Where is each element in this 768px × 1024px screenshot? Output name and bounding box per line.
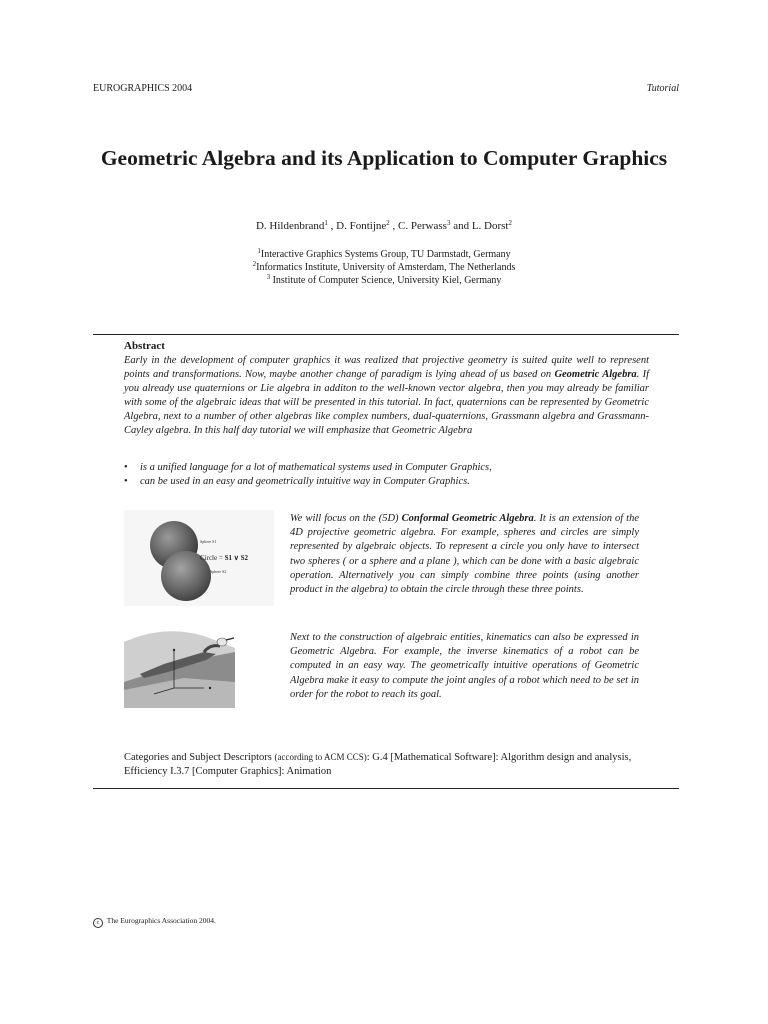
conformal-ga-paragraph xyxy=(290,512,639,597)
bullet-text: can be used in an easy and geometrically intuitive way in Computer Graphics. xyxy=(140,476,470,487)
affiliation-text: Institute of Computer Science, University Kiel, Germany xyxy=(270,275,502,286)
abstract-heading: Abstract xyxy=(124,340,165,352)
kinematics-paragraph: Next to the construction of algebraic entities, kinematics can also be expressed in Geometric Algebra. For example, the inverse kinematics of a robot can be computed in an easy way. The geometrically intuitive operations of Geometric Algebra make it easy to compute the joint angles of a robot which need to be set in order for the robot to reach its goal. xyxy=(290,632,639,700)
abstract-bullets xyxy=(124,461,649,489)
affiliation xyxy=(0,274,768,287)
copyright-icon: c xyxy=(93,918,103,928)
acm-categories xyxy=(124,750,654,779)
author-name: D. Hildenbrand xyxy=(255,220,325,232)
copyright-notice xyxy=(93,916,216,928)
bottom-rule xyxy=(93,788,679,789)
author-affil-mark: 1 xyxy=(324,219,328,227)
author-separator: , xyxy=(389,220,399,232)
bullet-item xyxy=(124,461,649,475)
spheres-intersection-figure xyxy=(124,510,274,606)
affiliation xyxy=(0,261,768,274)
affiliation-text: Interactive Graphics Systems Group, TU Darmstadt, Germany xyxy=(260,249,511,260)
top-rule xyxy=(93,334,679,335)
running-header-type: Tutorial xyxy=(646,83,679,94)
author-affil-mark: 2 xyxy=(386,219,390,227)
abstract-emphasis: Geometric Algebra xyxy=(554,369,637,380)
affiliation-text: Informatics Institute, University of Amsterdam, The Netherlands xyxy=(256,262,516,273)
author-list xyxy=(0,220,768,232)
abstract-text xyxy=(124,354,649,438)
author-separator: and xyxy=(450,220,472,232)
affiliations xyxy=(0,248,768,287)
abstract-part: Early in the development of computer graphics it was realized that projective geometry is suited quite well to represent points and transformations. Now, maybe another change of paradigm is lying ahead of us based on xyxy=(124,355,649,380)
categories-note: (according to ACM CCS) xyxy=(274,752,367,762)
robot-kinematics-figure xyxy=(124,630,235,708)
affiliation xyxy=(0,248,768,261)
axis-marker xyxy=(209,687,211,689)
author-separator: , xyxy=(327,220,337,232)
affiliation-number: 3 xyxy=(266,273,271,281)
categories-lead: Categories and Subject Descriptors xyxy=(124,752,275,763)
author-name: D. Fontijne xyxy=(336,220,387,232)
paragraph-part: . It is an extension of the 4D projective geometric algebra. For example, spheres and circles are simply represented by algebraic objects. To represent a circle you only have to intersect two spheres ( or a sphere and a plane ), which can be done with a basic algebraic operation. Alternatively you can simply combine three points (using another product in the algebra) to obtain the circle through these three points. xyxy=(290,513,639,596)
axis-marker xyxy=(173,649,175,651)
paper-title: Geometric Algebra and its Application to Computer Graphics xyxy=(100,146,668,170)
paragraph-part: We will focus on the (5D) xyxy=(290,513,402,524)
author-affil-mark: 3 xyxy=(446,219,451,227)
bullet-icon: • xyxy=(124,476,128,487)
robot-gripper xyxy=(217,638,227,646)
bullet-item xyxy=(124,475,649,489)
sphere-s1-label: Sphere S1 xyxy=(200,539,217,544)
author-affil-mark: 2 xyxy=(508,219,512,227)
sphere-s2-label: Sphere S2 xyxy=(210,569,227,574)
circle-label: Circle = S1 ∨ S2 xyxy=(200,554,248,562)
running-header-venue: EUROGRAPHICS 2004 xyxy=(93,83,193,94)
copyright-text: The Eurographics Association 2004. xyxy=(106,916,216,925)
bullet-icon: • xyxy=(124,462,128,473)
paragraph-emphasis: Conformal Geometric Algebra xyxy=(401,513,534,524)
bullet-text: is a unified language for a lot of mathematical systems used in Computer Graphics, xyxy=(140,462,492,473)
abstract-part: . If you already use quaternions or Lie algebra in additon to the well-known vector algebra, then you may already be familiar with some of the algebraic ideas that will be presented in this tutorial. In fact, quaternions can be represented by Geometric Algebra, next to a number of other algebras like complex numbers, dual-quaternions, Grassmann algebra and Grassmann-Cayley algebra. In this half day tutorial we will emphasize that Geometric Algebra xyxy=(124,369,650,436)
affiliation-number: 1 xyxy=(257,247,261,255)
author-name: L. Dorst xyxy=(471,220,509,232)
author-name: C. Perwass xyxy=(398,220,447,232)
categories-text: : G.4 [Mathematical Software]: Algorithm design and analysis, Efficiency I.3.7 [Computer Graphics]: Animation xyxy=(124,752,632,777)
affiliation-number: 2 xyxy=(252,260,257,268)
